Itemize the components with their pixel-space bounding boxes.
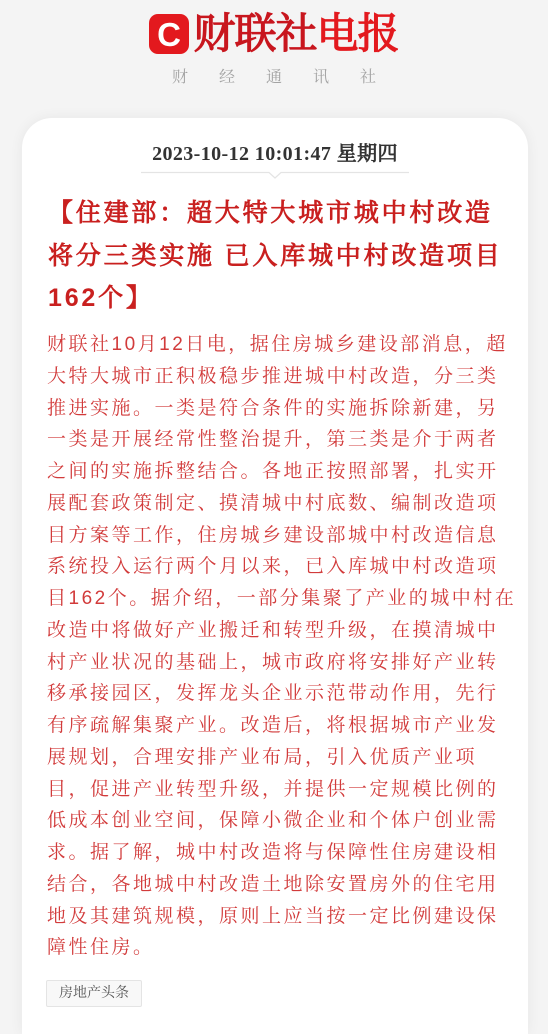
article-title — [48, 192, 508, 320]
article-body-line: 障性住房。 — [47, 937, 155, 959]
article-body-line: 移承接园区，发挥龙头企业示范带动作用，先行 — [47, 683, 499, 705]
article-title-line: 162个】 — [48, 284, 154, 312]
article-body — [47, 329, 517, 964]
article-body-line: 财联社10月12日电，据住房城乡建设部消息，超 — [47, 334, 508, 355]
brand-name-suffix: 电报 — [316, 9, 399, 58]
brand-name: 财联社 — [193, 9, 317, 58]
divider-notch-line — [141, 173, 409, 179]
article-body-line: 有序疏解集聚产业。改造后，将根据城市产业发 — [47, 715, 499, 736]
logo-mark-letter: C — [157, 16, 182, 53]
article-body-line: 推进实施。一类是符合条件的实施拆除新建，另 — [47, 397, 499, 419]
article-body-line: 大特大城市正积极稳步推进城中村改造，分三类 — [47, 365, 499, 387]
article-title-line: 将分三类实施 已入库城中村改造项目 — [48, 241, 503, 270]
article-body-line: 系统投入运行两个月以来，已入库城中村改造项 — [47, 556, 499, 578]
article-body-line: 低成本创业空间，保障小微企业和个体户创业需 — [47, 810, 499, 832]
brand-tagline: 财经通讯社 — [171, 67, 407, 86]
article-body-line: 村产业状况的基础上，城市政府将安排好产业转 — [47, 651, 499, 673]
article-body-line: 目方案等工作，住房城乡建设部城中村改造信息 — [47, 524, 499, 546]
timestamp-divider — [141, 171, 409, 180]
article-body-line: 展规划，合理安排产业布局，引入优质产业项 — [47, 746, 478, 768]
article-body-line: 目162个。据介绍，一部分集聚了产业的城中村在 — [47, 588, 517, 609]
article-body-line: 地及其建筑规模，原则上应当按一定比例建设保 — [47, 905, 499, 927]
topic-tag[interactable]: 房地产头条 — [46, 980, 142, 1007]
article-body-line: 求。据了解，城中村改造将与保障性住房建设相 — [47, 842, 499, 863]
article-body-line: 改造中将做好产业搬迁和转型升级，在摸清城中 — [47, 619, 499, 641]
brand-logo — [0, 9, 548, 58]
article-title-line: 【住建部：超大特大城市城中村改造 — [48, 199, 493, 227]
article-body-line: 目，促进产业转型升级，并提供一定规模比例的 — [47, 778, 499, 800]
article-body-line: 展配套政策制定、摸清城中村底数、编制改造项 — [47, 492, 499, 514]
publish-timestamp: 2023-10-12 10:01:47 星期四 — [152, 143, 398, 165]
article-body-line: 结合，各地城中村改造土地除安置房外的住宅用 — [47, 873, 499, 895]
cls-logo-icon — [149, 14, 189, 54]
article-body-line: 之间的实施拆整结合。各地正按照部署，扎实开 — [47, 461, 499, 482]
telegraph-card — [22, 118, 528, 1034]
article-body-line: 一类是开展经常性整治提升，第三类是介于两者 — [47, 429, 499, 451]
